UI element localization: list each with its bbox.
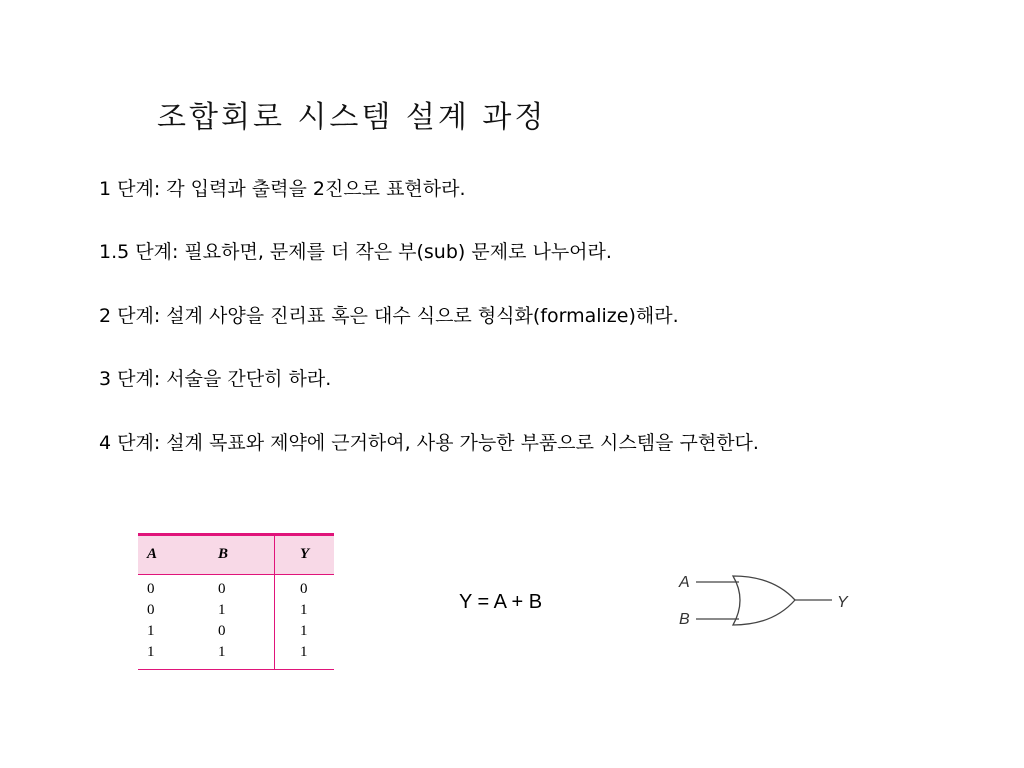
table-cell: 1 bbox=[300, 644, 308, 660]
table-cell: 0 bbox=[300, 581, 308, 597]
step-1-5: 1.5 단계: 필요하면, 문제를 더 작은 부(sub) 문제로 나누어라. bbox=[99, 241, 612, 263]
table-row bbox=[138, 602, 334, 622]
table-cell: 0 bbox=[147, 602, 155, 618]
gate-input-a-label: A bbox=[679, 574, 690, 591]
truth-table-header-y: Y bbox=[300, 546, 310, 562]
slide-title: 조합회로 시스템 설계 과정 bbox=[157, 100, 547, 135]
step-1: 1 단계: 각 입력과 출력을 2진으로 표현하라. bbox=[99, 178, 466, 200]
truth-table-bottom-rule bbox=[138, 669, 334, 670]
table-row bbox=[138, 644, 334, 664]
gate-input-b-label: B bbox=[679, 611, 690, 628]
truth-table-header-a: A bbox=[147, 546, 158, 562]
step-3: 3 단계: 서술을 간단히 하라. bbox=[99, 368, 332, 390]
truth-table-top-rule bbox=[138, 533, 334, 536]
table-cell: 0 bbox=[147, 581, 155, 597]
table-cell: 1 bbox=[147, 623, 155, 639]
or-gate-diagram bbox=[675, 566, 865, 630]
step-4: 4 단계: 설계 목표와 제약에 근거하여, 사용 가능한 부품으로 시스템을 구현한다. bbox=[99, 432, 759, 454]
table-cell: 1 bbox=[147, 644, 155, 660]
gate-output-label: Y bbox=[837, 594, 848, 611]
table-cell: 1 bbox=[218, 644, 226, 660]
table-cell: 0 bbox=[218, 623, 226, 639]
table-cell: 0 bbox=[218, 581, 226, 597]
boolean-equation: Y = A + B bbox=[459, 591, 543, 613]
step-2: 2 단계: 설계 사양을 진리표 혹은 대수 식으로 형식화(formalize)해라. bbox=[99, 305, 679, 327]
table-cell: 1 bbox=[300, 602, 308, 618]
table-row bbox=[138, 623, 334, 643]
truth-table bbox=[138, 533, 334, 670]
table-cell: 1 bbox=[300, 623, 308, 639]
truth-table-header-rule bbox=[138, 574, 334, 575]
table-cell: 1 bbox=[218, 602, 226, 618]
table-row bbox=[138, 581, 334, 601]
truth-table-header-b: B bbox=[218, 546, 229, 562]
or-gate-symbol bbox=[733, 576, 795, 625]
